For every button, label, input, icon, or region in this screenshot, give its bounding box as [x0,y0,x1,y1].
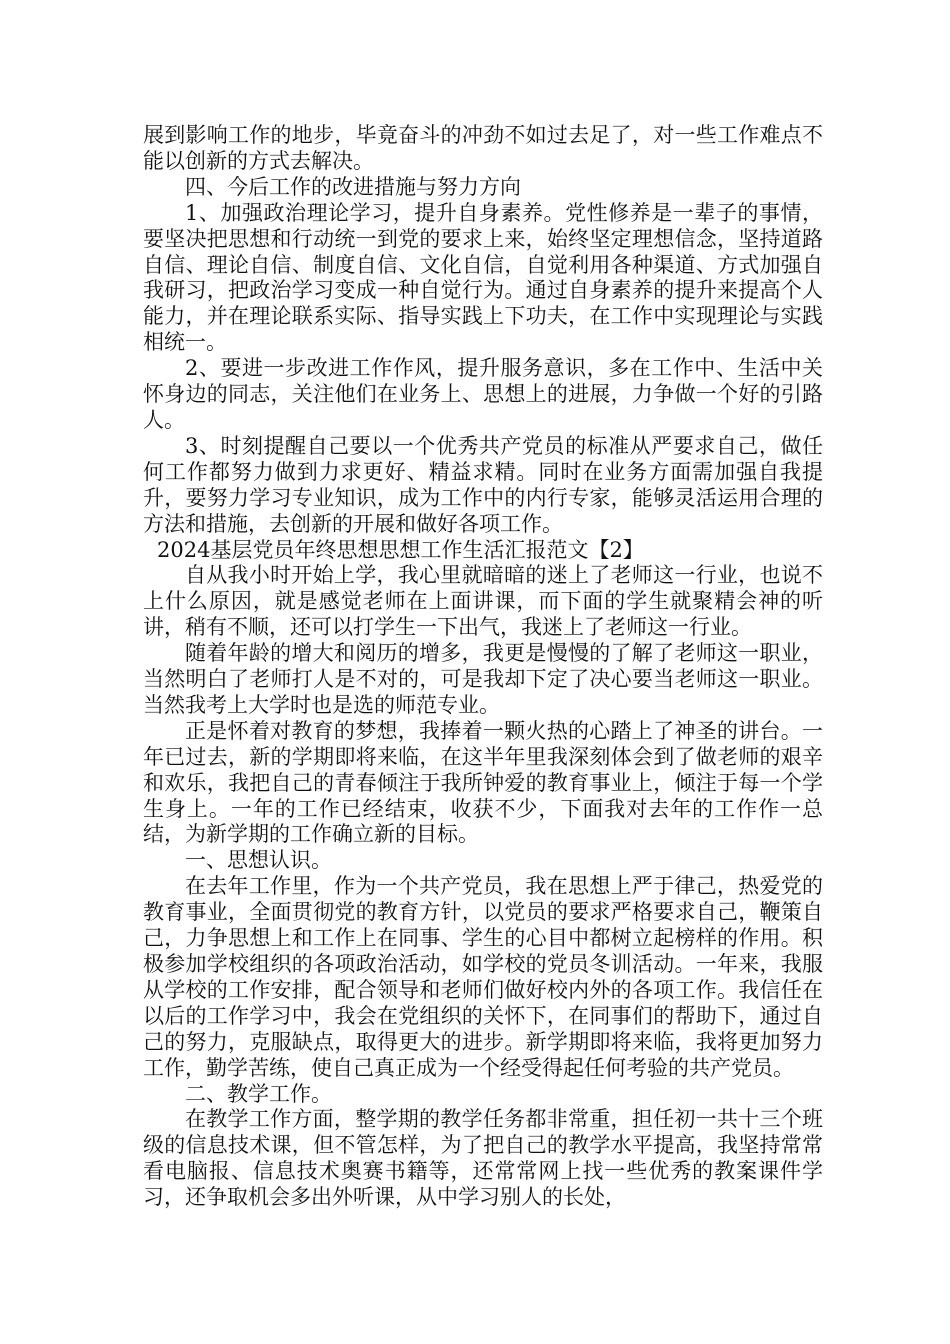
section-heading-teaching: 二、教学工作。 [185,1081,332,1106]
document-page [143,123,823,1211]
section-heading-improvement: 四、今后工作的改进措施与努力方向 [185,174,521,199]
paragraph-item-1: 1、加强政治理论学习，提升自身素养。党性修养是一辈子的事情，要坚决把思想和行动统一到党的要求上来，始终坚定理想信念，坚持道路自信、理论自信、制度自信、文化自信，自觉利用各种渠道、方式加强自我研习，把政治学习变成一种自觉行为。通过自身素养的提升来提高个人能力，并在理论联系实际、指导实践上下功夫，在工作中实现理论与实践相统一。 [143,200,823,355]
section-heading-thought: 一、思想认识。 [185,848,332,873]
paragraph-thought: 在去年工作里，作为一个共产党员，我在思想上严于律己，热爱党的教育事业，全面贯彻党的教育方针，以党员的要求严格要求自己，鞭策自己，力争思想上和工作上在同事、学生的心目中都树立起榜样的作用。积极参加学校组织的各项政治活动，如学校的党员冬训活动。一年来，我服从学校的工作安排，配合领导和老师们做好校内外的各项工作。我信任在以后的工作学习中，我会在党组织的关怀下，在同事们的帮助下，通过自己的努力，克服缺点，取得更大的进步。新学期即将来临，我将更加努力工作，勤学苦练，使自己真正成为一个经受得起任何考验的共产党员。 [143,874,823,1080]
paragraph-item-2: 2、要进一步改进工作作风，提升服务意识，多在工作中、生活中关怀身边的同志，关注他们在业务上、思想上的进展，力争做一个好的引路人。 [143,356,823,432]
paragraph-item-3: 3、时刻提醒自己要以一个优秀共产党员的标准从严要求自己，做任何工作都努力做到力求更好、精益求精。同时在业务方面需加强自我提升，要努力学习专业知识，成为工作中的内行专家，能够灵活运用合理的方法和措施，去创新的开展和做好各项工作。 [143,433,823,536]
paragraph-intro: 自从我小时开始上学，我心里就暗暗的迷上了老师这一行业，也说不上什么原因，就是感觉老师在上面讲课，而下面的学生就聚精会神的听讲，稍有不顺，还可以打学生一下出气，我迷上了老师这一行业。 [143,563,823,640]
paragraph-continuation: 展到影响工作的地步，毕竟奋斗的冲劲不如过去足了，对一些工作难点不能以创新的方式去解决。 [143,123,823,173]
paragraph-dream: 正是怀着对教育的梦想，我捧着一颗火热的心踏上了神圣的讲台。一年已过去，新的学期即将来临，在这半年里我深刻体会到了做老师的艰辛和欢乐，我把自己的青春倾注于我所钟爱的教育事业上，倾注于每一个学生身上。一年的工作已经结束，收获不少，下面我对去年的工作作一总结，为新学期的工作确立新的目标。 [143,718,823,847]
paragraph-growth: 随着年龄的增大和阅历的增多，我更是慢慢的了解了老师这一职业，当然明白了老师打人是不对的，可是我却下定了决心要当老师这一职业。当然我考上大学时也是选的师范专业。 [143,641,823,717]
article-title: 2024基层党员年终思想思想工作生活汇报范文【2】 [157,537,644,562]
paragraph-teaching: 在教学工作方面，整学期的教学任务都非常重，担任初一共十三个班级的信息技术课，但不管怎样，为了把自己的教学水平提高，我坚持常常看电脑报、信息技术奥赛书籍等，还常常网上找一些优秀的教案课件学习，还争取机会多出外听课，从中学习别人的长处， [143,1107,823,1210]
